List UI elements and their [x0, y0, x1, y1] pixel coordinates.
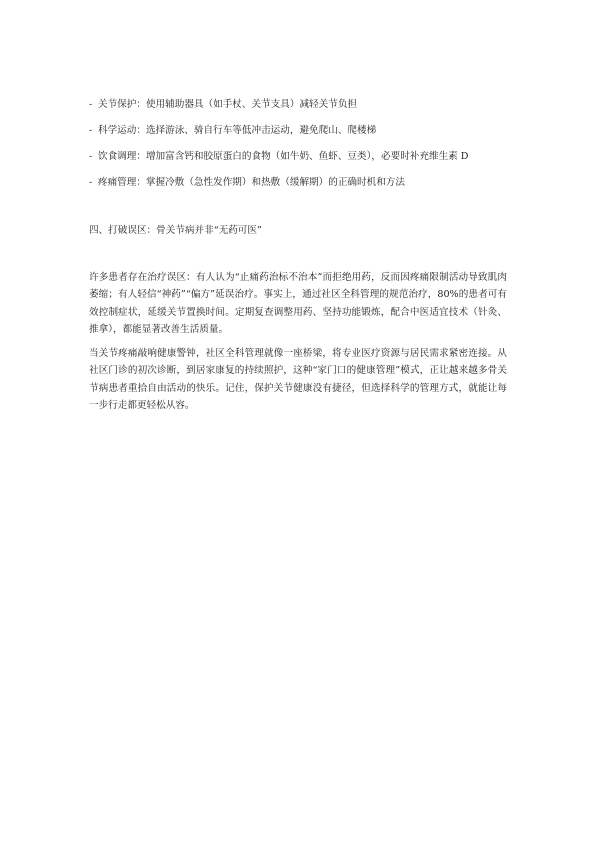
bullet-marker: - — [89, 177, 93, 188]
bullet-item — [89, 98, 509, 111]
bullet-text: 科学运动：选择游泳、骑自行车等低冲击运动，避免爬山、爬楼梯 — [98, 125, 377, 136]
bullet-text: 疼痛管理：掌握冷敷（急性发作期）和热敷（缓解期）的正确时机和方法 — [98, 177, 405, 188]
bullet-item — [89, 150, 509, 163]
paragraph-conclusion: 当关节疼痛敲响健康警钟，社区全科管理就像一座桥梁，将专业医疗资源与居民需求紧密连接。从社区门诊的初次诊断，到居家康复的持续照护，这种“家门口的健康管理”模式，正让越来越多骨关节病患者重拾自由活动的快乐。记住，保护关节健康没有捷径，但选择科学的管理方式，就能让每一步行走都更轻松从容。 — [89, 348, 507, 412]
bullet-list — [89, 98, 509, 202]
bullet-item — [89, 176, 509, 189]
paragraph-misconceptions: 许多患者存在治疗误区：有人认为“止痛药治标不治本”而拒绝用药，反而因疼痛限制活动导致肌肉萎缩；有人轻信“神药”“偏方”延误治疗。事实上，通过社区全科管理的规范治疗，80%的患者可有效控制症状，延缓关节置换时间。定期复查调整用药、坚持功能锻炼，配合中医适宜技术（针灸、推拿），都能显著改善生活质量。 — [89, 272, 507, 336]
section-heading: 四、打破误区：骨关节病并非“无药可医” — [89, 225, 262, 236]
bullet-marker: - — [89, 151, 93, 162]
bullet-marker: - — [89, 99, 93, 110]
bullet-marker: - — [89, 125, 93, 136]
bullet-text: 饮食调理：增加富含钙和胶原蛋白的食物（如牛奶、鱼虾、豆类），必要时补充维生素 D — [98, 151, 469, 162]
bullet-text: 关节保护：使用辅助器具（如手杖、关节支具）减轻关节负担 — [98, 99, 358, 110]
bullet-item — [89, 124, 509, 137]
